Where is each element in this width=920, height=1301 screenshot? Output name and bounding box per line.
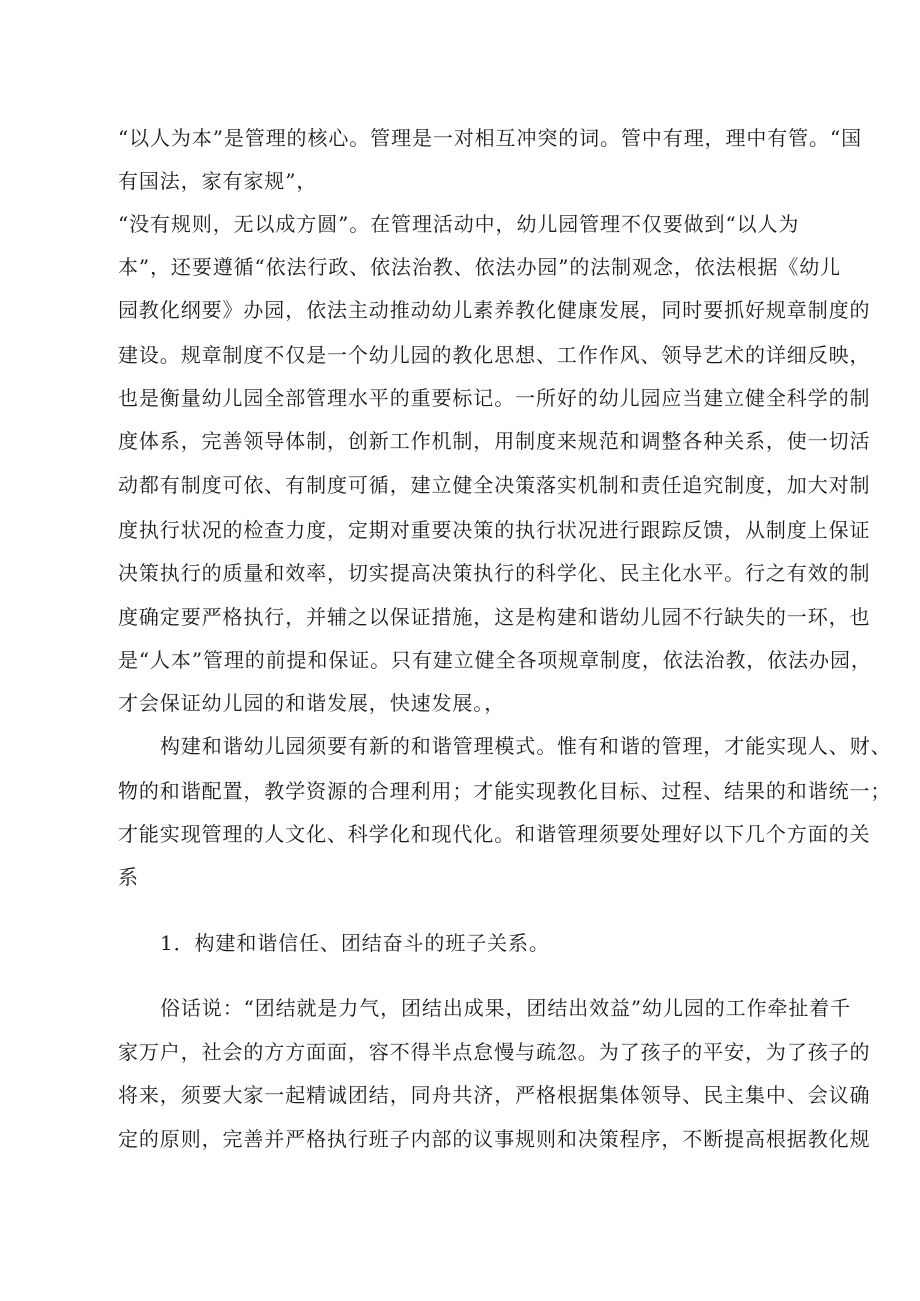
text-line: 家万户，社会的方方面面，容不得半点怠慢与疏忽。为了孩子的平安，为了孩子的 (118, 1040, 871, 1064)
text-line: 系 (118, 865, 139, 889)
text-line: 也是衡量幼儿园全部管理水平的重要标记。一所好的幼儿园应当建立健全科学的制 (118, 386, 871, 410)
text-line: 度体系，完善领导体制，创新工作机制，用制度来规范和调整各种关系，使一切活 (118, 429, 871, 453)
text-line: 有国法，家有家规”， (118, 169, 318, 193)
text-line: 本”，还要遵循“依法行政、依法治教、依法办园”的法制观念，依法根据《幼儿 (118, 255, 842, 279)
paragraph-first-line: 俗话说：“团结就是力气，团结出成果，团结出效益”幼儿园的工作牵扯着千 (160, 996, 852, 1020)
text-line: 度执行状况的检查力度，定期对重要决策的执行状况进行跟踪反馈，从制度上保证 (118, 518, 871, 542)
text-line: 是“人本”管理的前提和保证。只有建立健全各项规章制度，依法治教，依法办园， (118, 648, 872, 672)
text-line: 动都有制度可依、有制度可循，建立健全决策落实机制和责任追究制度，加大对制 (118, 473, 871, 497)
text-line: 才能实现管理的人文化、科学化和现代化。和谐管理须要处理好以下几个方面的关 (118, 822, 871, 846)
text-line: 建设。规章制度不仅是一个幼儿园的教化思想、工作作风、领导艺术的详细反映， (118, 343, 871, 367)
text-line: 定的原则，完善并严格执行班子内部的议事规则和决策程序，不断提高根据教化规 (118, 1127, 871, 1151)
text-line: “以人为本”是管理的核心。管理是一对相互冲突的词。管中有理，理中有管。“国 (118, 126, 862, 150)
text-line: 度确定要严格执行，并辅之以保证措施，这是构建和谐幼儿园不行缺失的一环，也 (118, 605, 871, 629)
text-line: 才会保证幼儿园的和谐发展，快速发展。， (118, 691, 506, 715)
text-line: 决策执行的质量和效率，切实提高决策执行的科学化、民主化水平。行之有效的制 (118, 561, 871, 585)
paragraph-first-line: 构建和谐幼儿园须要有新的和谐管理模式。惟有和谐的管理，才能实现人、财、 (160, 734, 892, 758)
text-line: 园教化纲要》办园，依法主动推动幼儿素养教化健康发展，同时要抓好规章制度的 (118, 298, 871, 322)
text-line: 将来，须要大家一起精诚团结，同舟共济，严格根据集体领导、民主集中、会议确 (118, 1083, 871, 1107)
text-line: “没有规则，无以成方圆”。在管理活动中，幼儿园管理不仅要做到“以人为 (118, 212, 800, 236)
section-heading: 1．构建和谐信任、团结奋斗的班子关系。 (160, 931, 550, 955)
text-line: 物的和谐配置，教学资源的合理利用；才能实现教化目标、过程、结果的和谐统一； (118, 779, 892, 803)
